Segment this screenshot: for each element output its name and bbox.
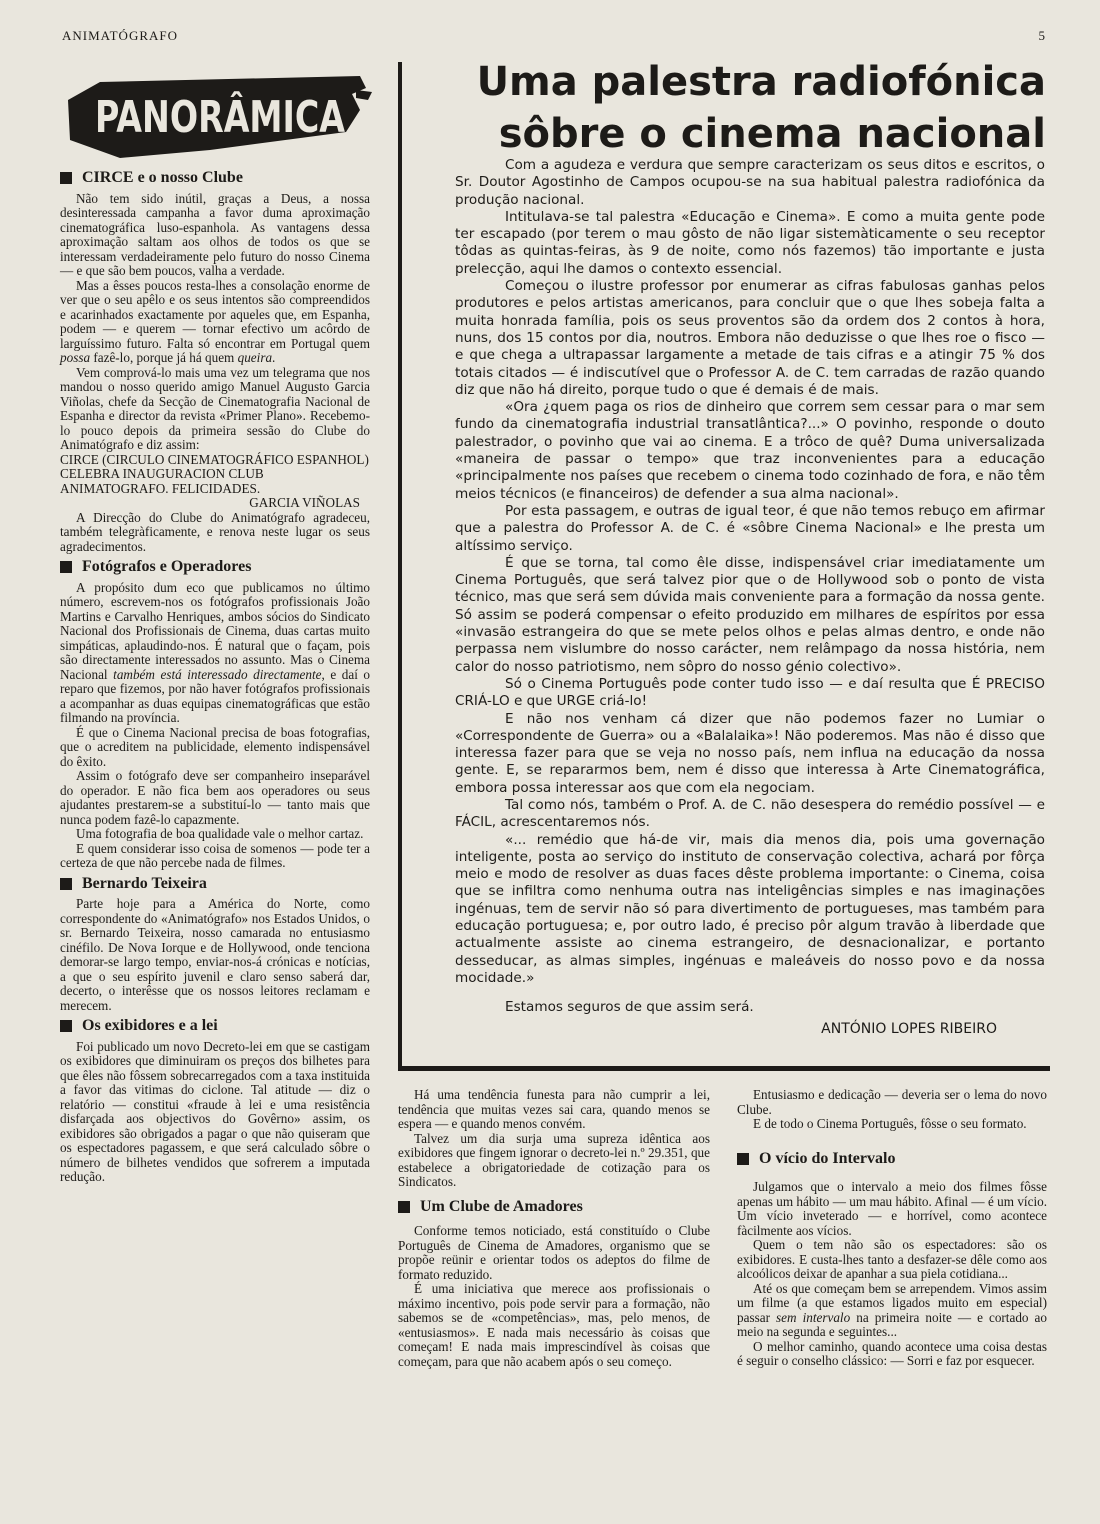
title-line: Uma palestra radiofónica — [476, 59, 1046, 105]
logo-text: PANORÂMICA — [95, 92, 426, 143]
bullet-square-icon — [398, 1201, 410, 1213]
bottom-paragraph: E de todo o Cinema Português, fôsse o seu formato. — [753, 1116, 1027, 1131]
bottom-paragraph: Há uma tendência funesta para não cumprir a lei, tendência que muitas vezes sai cara, quando menos se espera — e quando menos convém. — [398, 1087, 710, 1131]
vicio-paragraph: Julgamos que o intervalo a meio dos filmes fôsse apenas um hábito — um mau hábito. Afinal — é um vício. Um vício inveterado — e horrível, como acontece fàcilmente aos vícios. — [737, 1179, 1047, 1238]
panoramica-logo — [60, 70, 426, 162]
article-paragraph: «... remédio que há-de vir, mais dia menos dia, pois uma governação inteligente, posta ao serviço do instituto de conservação colectiva, achará por fôrça meio e modo de resolver as duas faces dêste problema importante: o Cinema, coisa que se infiltra como nenhuma outra nas inteligências simples e nas imaginações ingénuas, tem de servir não só para divertimento de portugueses, mas também para educação portuguesa; e, por outro lado, é preciso pôr algum travão à liberdade que actualmente assiste ao cinema estrangeiro, de desnacionalizar, e portanto desseducar, as almas simples, ingénuas e maleáveis do nosso povo e da nossa mocidade.» — [455, 831, 1045, 986]
clube-paragraph: É uma iniciativa que merece aos profissionais o máximo incentivo, pois pode servir para a formação, não sabemos se de «competências», mas, pelo menos, de «entusiasmos». E nada mais necessário às coisas que começam! E nada mais imprescindível às coisas que começam, para que não acabem após o seu começo. — [398, 1281, 710, 1369]
article-paragraph: Com a agudeza e verdura que sempre caracterizam os seus ditos e escritos, o Sr. Doutor Agostinho de Campos ocupou-se na sua habitual palestra radiofónica da produção nacional. — [455, 157, 1045, 208]
fotografos-paragraph: Uma fotografia de boa qualidade vale o melhor cartaz. — [76, 826, 364, 841]
bullet-square-icon — [60, 1020, 72, 1032]
vicio-paragraph: Quem o tem não são os espectadores: são os exibidores. E custa-lhes tanto a desfazer-se dêle como aos alcoólicos deixar de apanhar a sua piela cotidiana... — [737, 1237, 1047, 1281]
bottom-middle-column — [398, 1088, 710, 1369]
vicio-paragraph: O melhor caminho, quando acontece uma coisa destas é seguir o conselho clássico: — Sorri e faz por esquecer. — [737, 1338, 1047, 1368]
fotografos-paragraph: Assim o fotógrafo deve ser companheiro inseparável do operador. E não fica bem aos operadores ou seus ajudantes prestarem-se a substituí-lo — tanto mais que nunca podem fazê-lo capazmente. — [60, 768, 370, 827]
bullet-square-icon — [60, 878, 72, 890]
section-heading-circe: CIRCE e o nosso Clube — [60, 171, 370, 186]
title-line: sôbre o cinema nacional — [498, 111, 1046, 157]
vicio-paragraph: Até os que começam bem se arrependem. Vimos assim um filme (a que estamos ligados muito em especial) passar sem intervalo na primeira noite — e cortado ao meio na segunda e seguintes... — [737, 1280, 1048, 1339]
section-heading-fotografos: Fotógrafos e Operadores — [60, 560, 370, 575]
circe-paragraph: Não tem sido inútil, graças a Deus, a nossa desinteressada campanha a favor duma aproximação cinematográfica luso-espanhola. As vantagens dessa aproximação saltam aos olhos de todos os que se interessam verdadeiramente pelo futuro do nosso Cinema — e que são bem poucos, valha a verdade. — [60, 190, 370, 278]
circe-paragraph: Mas a êsses poucos resta-lhes a consolação enorme de ver que o seu apêlo e os seus intentos são compreendidos e acarinhados exactamente por aqueles que, em Espanha, podem — e querem — tornar efectivo um acôrdo de larguíssimo futuro. Falta só encontrar em Portugal quem possa fazê-lo, porque já há quem queira. — [60, 277, 370, 365]
telegram-signature: GARCIA VIÑOLAS — [249, 495, 360, 510]
bottom-paragraph: Entusiasmo e dedicação — deveria ser o lema do novo Clube. — [737, 1087, 1047, 1117]
article-paragraph: Tal como nós, também o Prof. A. de C. não desespera do remédio possível — e FÁCIL, acrescentaremos nós. — [455, 796, 1045, 831]
bullet-square-icon — [737, 1153, 749, 1165]
bernardo-paragraph: Parte hoje para a América do Norte, como correspondente do «Animatógrafo» nos Estados Unidos, o sr. Bernardo Teixeira, nosso camarada no entusiasmo cinéfilo. De Nova Iorque e de Hollywood, onde tenciona demorar-se largo tempo, enviar-nos-á crónicas e notícias, a que o seu espírito juvenil e claro senso saberá dar, decerto, o interêsse que os nossos leitores reclamam e merecem. — [60, 896, 370, 1013]
article-paragraph: Por esta passagem, e outras de igual teor, é que não temos rebuço em afirmar que a palestra do Professor A. de C. é «sôbre Cinema Nacional» e lhe presta um altíssimo serviço. — [455, 502, 1045, 554]
page-number: 5 — [1038, 28, 1046, 43]
article-author: ANTÓNIO LOPES RIBEIRO — [821, 1020, 997, 1037]
section-heading-exibidores: Os exibidores e a lei — [60, 1019, 370, 1034]
circe-paragraph: Vem comprová-lo mais uma vez um telegrama que nos mandou o nosso querido amigo Manuel Augusto Garcia Viñolas, chefe da Secção de Cinematografia Nacional de Espanha e director da revista «Primer Plano». Recebemo-lo pouco depois da primeira sessão do Clube do Animatógrafo e diz assim: — [60, 364, 370, 452]
fotografos-paragraph: É que o Cinema Nacional precisa de boas fotografias, que o acreditem na publicidade, elemento indispensável do êxito. — [60, 724, 370, 769]
circe-paragraph: A Direcção do Clube do Animatógrafo agradeceu, também telegràficamente, e renova neste lugar os seus agradecimentos. — [60, 509, 370, 554]
article-paragraph: Começou o ilustre professor por enumerar as cifras fabulosas ganhas pelos produtores e pelos artistas americanos, para concluir que o que lhes sobeja falta a muita honrada família, pois os seus proventos são da ordem dos 2 contos à hora, nuns, dos 15 contos por dia, noutros. Embora não deduzisse o que lhes roe o fisco — e que chega a ultrapassar largamente a metade de tais cifras e a atingir 75 % dos totais citados — é indiscutível que o Professor A. de C. tem carradas de razão quando diz que não há direito, porque tudo o que é demais é de mais. — [455, 278, 1045, 398]
bottom-right-column — [737, 1088, 1047, 1369]
bullet-square-icon — [60, 172, 72, 184]
main-article-body — [455, 157, 1045, 1038]
article-paragraph: E não nos venham cá dizer que não podemos fazer no Lumiar o «Correspondente de Guerra» ou a «Balalaika»! Não poderemos. Mas não é disso que interessa fazer para que se veja no nosso país, nem influa na educação da nossa gente. E, se repararmos bem, nem é disso que interessa à Arte Cinematográfica, embora possa interessar aos que com ela negociam. — [455, 710, 1045, 796]
left-column — [60, 165, 370, 1185]
article-paragraph: É que se torna, tal como êle disse, indispensável criar imediatamente um Cinema Português, que será talvez pior que o de Hollywood sob o ponto de vista técnico, mas que será sem dúvida mais conveniente para a formação da nossa gente. Só assim se poderá compensar o efeito produzido em milhares de espíritos por essa «invasão estrangeira do que se mete pelos olhos e pelas almas dentro, e onde não perpassa nem vislumbre do nosso carácter, nem relâmpago da nossa história, nem calor do nosso patriotismo, nem sôpro do nosso génio colectivo». — [455, 554, 1045, 675]
section-heading-clube: Um Clube de Amadores — [398, 1200, 710, 1215]
fotografos-paragraph: E quem considerar isso coisa de somenos — pode ter a certeza de que não percebe nada de filmes. — [60, 840, 370, 870]
section-heading-vicio: O vício do Intervalo — [737, 1152, 1047, 1167]
clube-paragraph: Conforme temos noticiado, está constituído o Clube Português de Cinema de Amadores, organismo que se propõe reünir e orientar todos os adeptos do filme de formato reduzido. — [398, 1223, 710, 1282]
page-header — [62, 28, 1046, 48]
fotografos-paragraph: A propósito dum eco que publicamos no último número, escrevem-nos os fotógrafos profissionais João Martins e Carvalho Henriques, ambos sócios do Sindicato Nacional dos Profissionais de Cinema, duas cartas muito simpáticas, aplaudindo-nos. É natural que o façam, pois são directamente interessados no assunto. Mas o Cinema Nacional também está interessado directamente, e daí o reparo que fizemos, por não haver fotógrafos profissionais a acompanhar as duas equipas cinematográficas que estão filmando na província. — [60, 579, 371, 725]
article-closing: Estamos seguros de que assim será. — [505, 999, 754, 1016]
section-heading-bernardo: Bernardo Teixeira — [60, 877, 370, 892]
publication-name: ANIMATÓGRAFO — [62, 28, 179, 43]
article-paragraph: Intitulava-se tal palestra «Educação e Cinema». E como a muita gente pode ter escapado (por terem o mau gôsto de não ligar sistemàticamente o seu receptor tôdas as quintas-feiras, às 9 de noite, como nós fazemos) tão importante e justa prelecção, aqui lhe damos o contexto essencial. — [455, 208, 1045, 277]
bullet-square-icon — [60, 561, 72, 573]
article-paragraph: Só o Cinema Português pode conter tudo isso — e daí resulta que É PRECISO CRIÁ-LO e que URGE criá-lo! — [455, 675, 1045, 710]
exibidores-paragraph: Foi publicado um novo Decreto-lei em que se castigam os exibidores que diminuiram os preços dos bilhetes para que êles não fôssem sobrecarregados com a taxa instituida a favor das vitimas do ciclone. Tal atitude — diz o relatório — constitui «fraude à lei e uma resistência disfarçada aos objectivos do Govêrno» assim, os exibidores são obrigados a pagar o que não quiseram que os espectadores pagassem, e que será calculado sôbre o número de bilhetes vendidos que sofrerem a imputada redução. — [60, 1038, 370, 1184]
bottom-paragraph: Talvez um dia surja uma supreza idêntica aos exibidores que fingem ignorar o decreto-lei n.º 29.351, que estabelece a obrigatoriedade de cotização para os Sindicatos. — [398, 1130, 710, 1189]
main-article-title — [410, 56, 1046, 160]
telegram-text: CIRCE (CIRCULO CINEMATOGRÁFICO ESPANHOL) CELEBRA INAUGURACION CLUB ANIMATOGRAFO. FELICIDADES. — [60, 451, 369, 496]
article-paragraph: «Ora ¿quem paga os rios de dinheiro que correm sem cessar para o mar sem fundo da cinematografia industrial transatlântica?...» O povinho, responde o douto palestrador, o povinho que vai ao cinema. E a trôco de quê? Duma universalizada «maneira de passar o tempo» que traz inconvenientes para a educação «principalmente nos países que recebem o cinema todo cozinhado de fora, e não têm meios técnicos (e financeiros) de defender a sua alma nacional». — [455, 399, 1045, 502]
